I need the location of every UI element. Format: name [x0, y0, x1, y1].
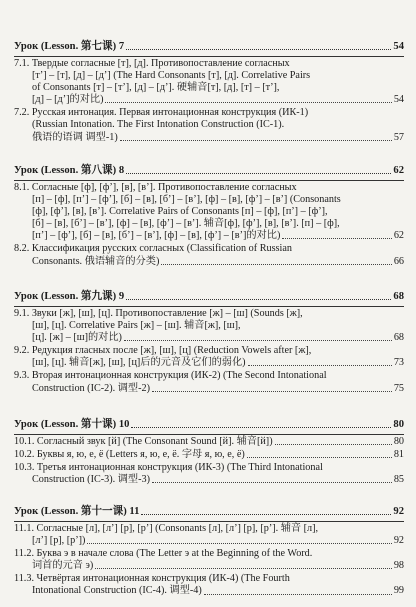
toc-entry[interactable]	[14, 243, 404, 267]
leader-dots	[124, 340, 392, 341]
leader-dots	[204, 594, 392, 595]
entry-text: [ш], [ц]. Correlative Pairs [ж] – [ш]. 辅音[ж], [ш],	[32, 320, 241, 332]
lesson-page-number: 68	[393, 291, 404, 302]
entry-line	[14, 436, 404, 448]
leader-dots	[248, 365, 392, 366]
leader-dots	[275, 444, 392, 445]
leader-dots	[87, 543, 391, 544]
entry-text: [ф], [ф’], [в], [в’]. Correlative Pairs of Consonants [п] – [ф], [п’] – [ф’],	[32, 206, 328, 218]
entry-line	[14, 256, 404, 268]
entry-page-number: 62	[393, 230, 404, 242]
entry-page-number: 68	[393, 332, 404, 344]
leader-dots	[247, 457, 392, 458]
lesson-page-number: 62	[393, 165, 404, 176]
entry-line	[14, 535, 404, 547]
entry-line	[14, 107, 404, 119]
entry-text: 11.3. Четвёртая интонационная конструкция (ИК-4) (The Fourth	[14, 573, 290, 585]
leader-dots	[120, 140, 392, 141]
entry-line	[14, 58, 404, 70]
leader-dots	[282, 238, 391, 239]
entry-text: [ц]. [ж] – [ш]的对比)	[32, 332, 122, 344]
entry-text: 11.1. Согласные [л], [л’] [р], [р’] (Consonants [л], [л’] [р], [р’]. 辅音 [л],	[14, 523, 319, 534]
lesson-heading[interactable]	[14, 40, 404, 53]
entry-line	[14, 230, 404, 242]
leader-dots	[126, 299, 391, 300]
lesson-title: Урок (Lesson. 第九课) 9	[14, 291, 125, 302]
toc-entry[interactable]	[14, 436, 404, 448]
lesson-page-number: 54	[393, 41, 404, 52]
leader-dots	[141, 514, 391, 515]
entry-line	[14, 523, 404, 535]
entry-line	[14, 573, 404, 585]
entry-line	[14, 182, 404, 194]
entry-text: Construction (IC-2). 调型-2)	[32, 382, 150, 394]
entry-page-number: 92	[393, 535, 404, 547]
entry-line	[14, 308, 404, 320]
entry-page-number: 99	[393, 585, 404, 597]
toc-entry[interactable]	[14, 449, 404, 461]
leader-dots	[126, 49, 391, 50]
toc-entry[interactable]	[14, 462, 404, 486]
entry-line	[14, 70, 404, 82]
entry-page-number: 85	[393, 474, 404, 486]
entry-text: [ш], [ц]. 辅音[ж], [ш], [ц]后的元音及它们的弱化)	[32, 357, 246, 369]
entry-text: 10.3. Третья интонационная конструкция (ИК-3) (The Third Intonational	[14, 462, 323, 474]
toc-entry[interactable]	[14, 370, 404, 394]
lesson-divider	[14, 180, 404, 181]
lesson-section	[14, 505, 404, 598]
entry-text: 10.1. Согласный звук [й] (The Consonant Sound [й]. 辅音[й])	[14, 436, 273, 447]
entry-text: (Russian Intonation. The First Intonation Construction (IC-1).	[32, 119, 285, 131]
entry-line	[14, 462, 404, 474]
entry-text: [д] – [д’]的对比)	[32, 94, 104, 106]
lesson-divider	[14, 56, 404, 57]
entry-text: 7.1. Твердые согласные [т], [д]. Противопоставление согласных	[14, 58, 290, 69]
entry-line	[14, 320, 404, 332]
toc-entry[interactable]	[14, 573, 404, 597]
leader-dots	[131, 427, 391, 428]
leader-dots	[95, 568, 392, 569]
entry-line	[14, 383, 404, 395]
toc-entry[interactable]	[14, 58, 404, 106]
entry-page-number: 80	[393, 436, 404, 447]
leader-dots	[105, 102, 391, 103]
entry-page-number: 54	[393, 94, 404, 106]
entry-text: 9.2. Редукция гласных после [ж], [ш], [ц] (Reduction Vowels after [ж],	[14, 345, 312, 357]
entry-line	[14, 194, 404, 206]
lesson-heading[interactable]	[14, 418, 404, 431]
toc-entry[interactable]	[14, 182, 404, 242]
entry-text: Consonants. 俄语辅音的分类)	[32, 255, 160, 267]
entry-text: 9.3. Вторая интонационная конструкция (ИК-2) (The Second Intonational	[14, 370, 327, 382]
lesson-page-number: 80	[393, 419, 404, 430]
entry-text: 7.2. Русская интонация. Первая интонационная конструкция (ИК-1)	[14, 107, 309, 119]
entry-text: [т’] – [т], [д] – [д’] (The Hard Consonants [т], [д]. Correlative Pairs	[32, 70, 311, 82]
leader-dots	[126, 173, 391, 174]
entry-text: 10.2. Буквы я, ю, е, ё (Letters я, ю, е, ё. 字母 я, ю, е, ё)	[14, 449, 245, 461]
entry-line	[14, 474, 404, 486]
entry-line	[14, 119, 404, 131]
entry-line	[14, 548, 404, 560]
lesson-section	[14, 290, 404, 395]
leader-dots	[161, 264, 391, 265]
lesson-title: Урок (Lesson. 第十课) 10	[14, 419, 130, 430]
lesson-title: Урок (Lesson. 第七课) 7	[14, 41, 125, 52]
entry-text: [б] – [в], [б’] – [в’], [ф] – [в], [ф’] – [в’]. 辅音[ф], [ф’], [в], [в’]. [п] – [ф],	[32, 218, 340, 230]
entry-page-number: 81	[393, 449, 404, 461]
lesson-section	[14, 164, 404, 268]
lesson-divider	[14, 434, 404, 435]
entry-text: [л’] [р], [р’])	[32, 535, 86, 547]
toc-entry[interactable]	[14, 548, 404, 572]
entry-text: 11.2. Буква э в начале слова (The Letter э at the Beginning of the Word.	[14, 548, 313, 560]
entry-page-number: 66	[393, 255, 404, 267]
entry-text: of Consonants [т] – [т’], [д] – [д’]. 硬辅音[т], [д], [т] – [т’],	[32, 82, 280, 94]
lesson-title: Урок (Lesson. 第八课) 8	[14, 165, 125, 176]
entry-line	[14, 560, 404, 572]
lesson-page-number: 92	[393, 506, 404, 517]
entry-text: 8.2. Классификация русских согласных (Classification of Russian	[14, 243, 292, 255]
lesson-heading[interactable]	[14, 505, 404, 518]
entry-text: [п] – [ф], [п’] – [ф’], [б] – [в], [б’] – [в’], [ф] – [в], [ф’] – [в’] (Consonants	[32, 194, 341, 206]
entry-text: Construction (IC-3). 调型-3)	[32, 474, 150, 486]
lesson-section	[14, 418, 404, 486]
entry-line	[14, 82, 404, 94]
toc-entry[interactable]	[14, 107, 404, 143]
entry-line	[14, 243, 404, 255]
entry-text: 词首的元音 э)	[32, 560, 94, 572]
entry-page-number: 57	[393, 131, 404, 143]
entry-line	[14, 218, 404, 230]
entry-line	[14, 370, 404, 382]
entry-line	[14, 585, 404, 597]
entry-text: 8.1. Согласные [ф], [ф’], [в], [в’]. Противопоставление согласных	[14, 182, 297, 193]
entry-line	[14, 94, 404, 106]
entry-text: 俄语的语调 调型-1)	[32, 131, 118, 143]
leader-dots	[152, 482, 392, 483]
entry-line	[14, 357, 404, 369]
toc-entry[interactable]	[14, 523, 404, 547]
entry-page-number: 75	[393, 382, 404, 394]
lesson-divider	[14, 306, 404, 307]
entry-page-number: 73	[393, 357, 404, 369]
entry-text: 9.1. Звуки [ж], [ш], [ц]. Противопоставление [ж] – [ш] (Sounds [ж],	[14, 308, 303, 319]
lesson-heading[interactable]	[14, 290, 404, 303]
entry-line	[14, 206, 404, 218]
leader-dots	[152, 391, 392, 392]
entry-line	[14, 449, 404, 461]
entry-text: Intonational Construction (IC-4). 调型-4)	[32, 585, 202, 597]
toc-entry[interactable]	[14, 308, 404, 344]
entry-text: [п’] – [ф’], [б] – [в], [б’] – [в’], [ф] – [в], [ф’] – [в’]的对比)	[32, 230, 281, 242]
lesson-heading[interactable]	[14, 164, 404, 177]
entry-line	[14, 332, 404, 344]
lesson-divider	[14, 521, 404, 522]
entry-line	[14, 132, 404, 144]
lesson-title: Урок (Lesson. 第十一课) 11	[14, 506, 140, 517]
entry-page-number: 98	[393, 560, 404, 572]
lesson-section	[14, 40, 404, 144]
toc-entry[interactable]	[14, 345, 404, 369]
entry-line	[14, 345, 404, 357]
